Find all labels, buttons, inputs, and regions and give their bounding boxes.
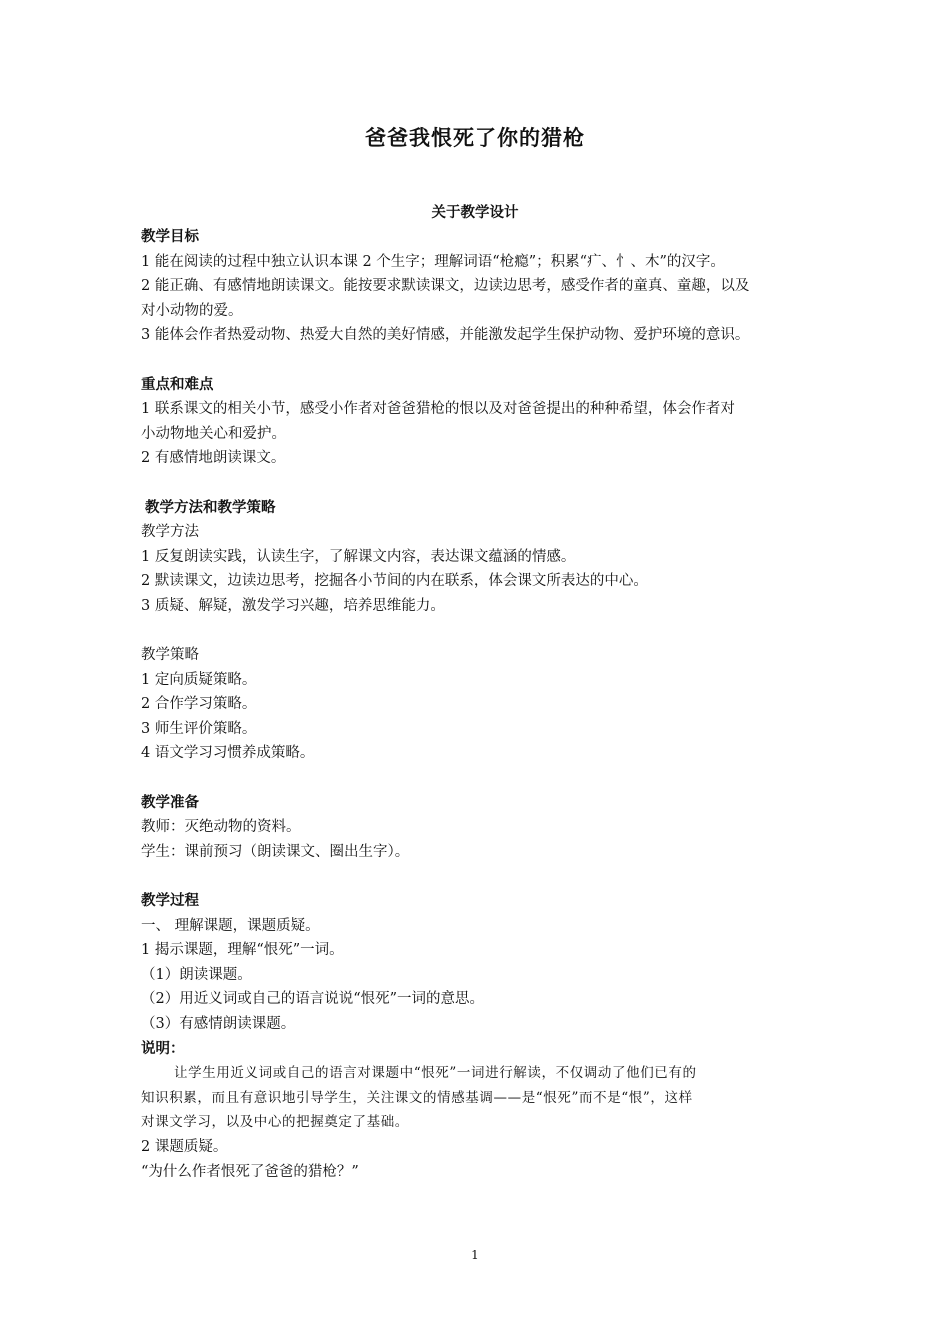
strategy-line: 3 师生评价策略。 bbox=[141, 720, 257, 737]
process-item: （2）用近义词或自己的语言说说“恨死”一词的意思。 bbox=[141, 991, 485, 1008]
strategy-label: 教学策略 bbox=[141, 647, 199, 664]
note-line: 让学生用近义词或自己的语言对课题中“恨死”一词进行解读，不仅调动了他们已有的 bbox=[174, 1065, 697, 1082]
section-heading-goals: 教学目标 bbox=[141, 229, 199, 245]
process-substep: 1 揭示课题，理解“恨死”一词。 bbox=[141, 942, 344, 959]
process-question: “为什么作者恨死了爸爸的猎枪？” bbox=[141, 1163, 359, 1180]
key-point-line: 1 联系课文的相关小节，感受小作者对爸爸猎枪的恨以及对爸爸提出的种种希望，体会作者对 bbox=[141, 401, 735, 418]
note-line: 知识积累，而且有意识地引导学生，关注课文的情感基调——是“恨死”而不是“恨”，这样 bbox=[141, 1089, 693, 1106]
key-point-line: 2 有感情地朗读课文。 bbox=[141, 450, 286, 467]
note-label: 说明： bbox=[141, 1040, 185, 1057]
key-point-line: 小动物地关心和爱护。 bbox=[141, 425, 286, 442]
preparation-student: 学生：课前预习（朗读课文、圈出生字）。 bbox=[141, 843, 410, 860]
method-label: 教学方法 bbox=[141, 524, 199, 541]
method-line: 3 质疑、解疑，激发学习兴趣，培养思维能力。 bbox=[141, 597, 445, 614]
strategy-line: 2 合作学习策略。 bbox=[141, 696, 257, 713]
note-line: 对课文学习，以及中心的把握奠定了基础。 bbox=[141, 1114, 409, 1131]
section-heading-methods: 教学方法和教学策略 bbox=[145, 499, 276, 516]
preparation-teacher: 教师：灭绝动物的资料。 bbox=[141, 819, 301, 836]
method-line: 1 反复朗读实践，认读生字，了解课文内容，表达课文蕴涵的情感。 bbox=[141, 548, 576, 565]
document-title: 爸爸我恨死了你的猎枪 bbox=[365, 126, 585, 150]
goal-line: 2 能正确、有感情地朗读课文。能按要求默读课文，边读边思考，感受作者的童真、童趣，以及 bbox=[141, 278, 750, 295]
goal-line: 1 能在阅读的过程中独立认识本课 2 个生字；理解词语“枪瘾”；积累“疒、忄、木”的汉字。 bbox=[141, 253, 725, 270]
process-substep: 2 课题质疑。 bbox=[141, 1138, 228, 1155]
document-body bbox=[141, 225, 831, 1184]
section-heading-process: 教学过程 bbox=[141, 893, 199, 910]
section-heading-key-points: 重点和难点 bbox=[141, 376, 214, 393]
strategy-line: 4 语文学习习惯养成策略。 bbox=[141, 745, 315, 762]
method-line: 2 默读课文，边读边思考，挖掘各小节间的内在联系，体会课文所表达的中心。 bbox=[141, 573, 648, 590]
document-subtitle: 关于教学设计 bbox=[431, 205, 519, 221]
strategy-line: 1 定向质疑策略。 bbox=[141, 671, 257, 688]
process-item: （3）有感情朗读课题。 bbox=[141, 1016, 296, 1032]
goal-line: 3 能体会作者热爱动物、热爱大自然的美好情感，并能激发起学生保护动物、爱护环境的意识。 bbox=[141, 327, 750, 344]
goal-line: 对小动物的爱。 bbox=[141, 302, 243, 319]
section-heading-preparation: 教学准备 bbox=[141, 794, 199, 811]
process-item: （1）朗读课题。 bbox=[141, 966, 252, 983]
process-step: 一、 理解课题，课题质疑。 bbox=[141, 917, 320, 934]
page-number: 1 bbox=[471, 1248, 479, 1262]
